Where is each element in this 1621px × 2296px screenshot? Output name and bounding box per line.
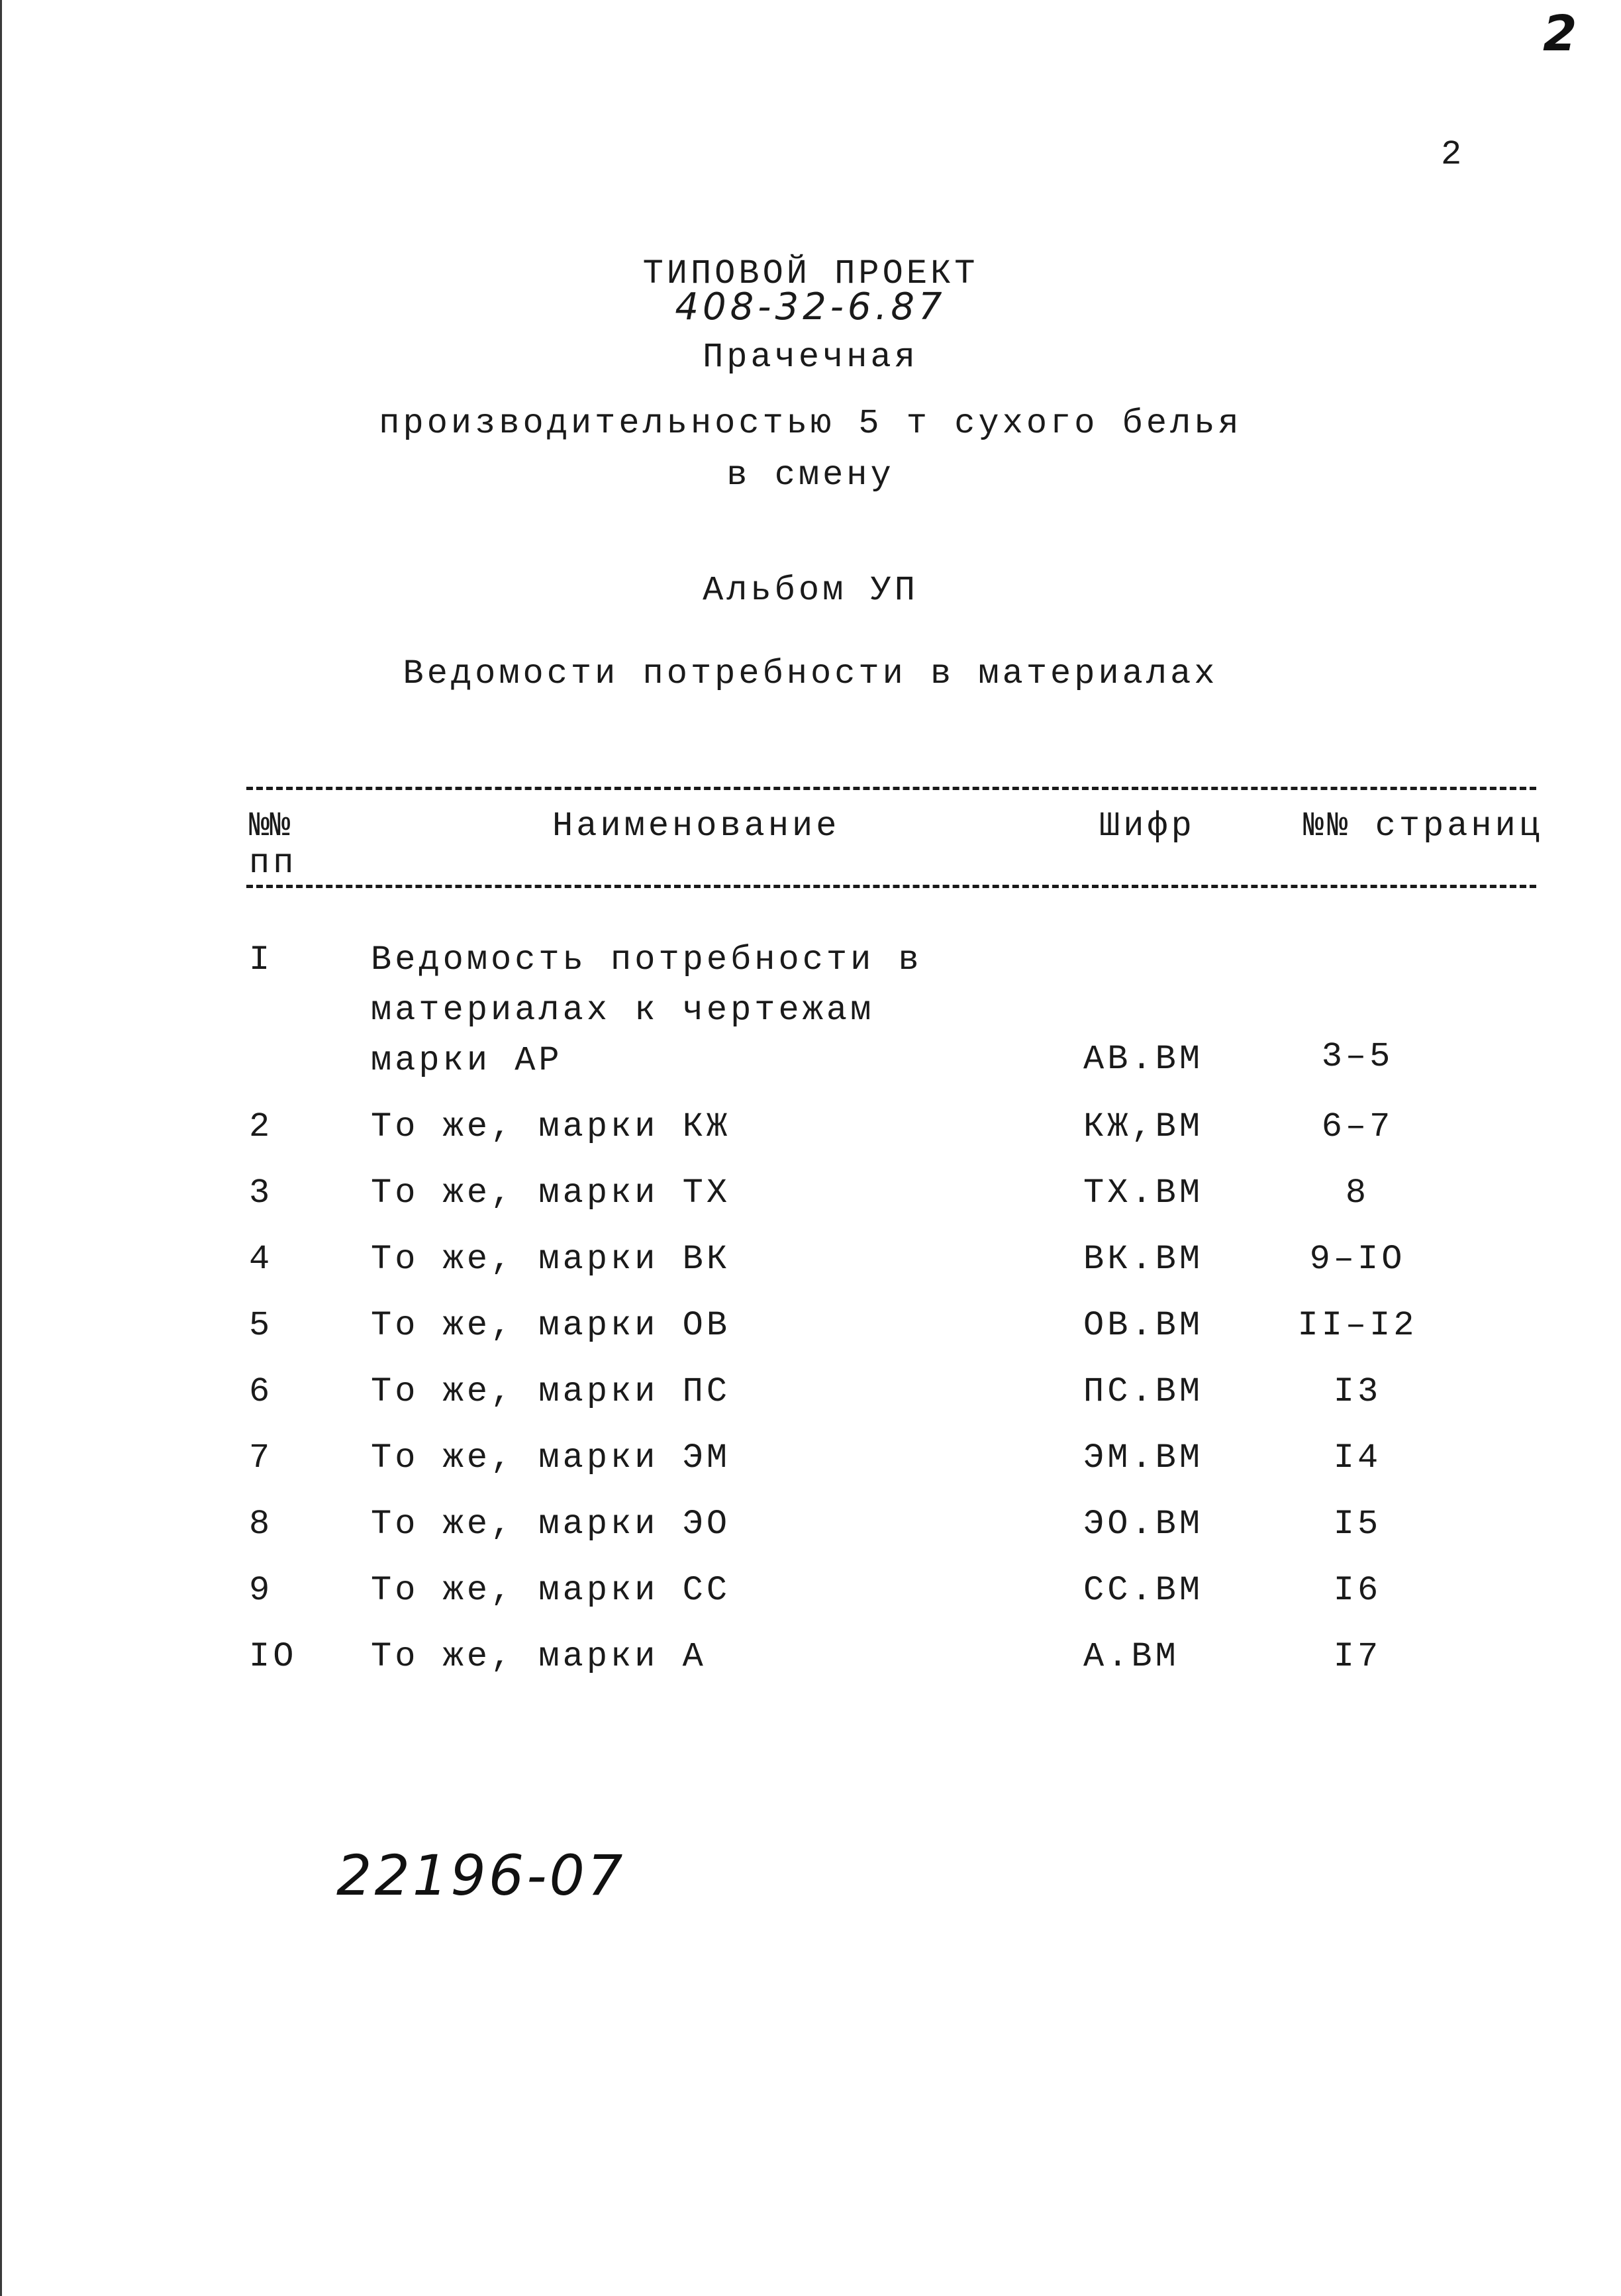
column-header-name: Наименование	[552, 807, 840, 846]
capacity-line-1: производительностью 5 т сухого белья	[379, 404, 1242, 443]
row-code: А.ВМ	[1083, 1637, 1179, 1676]
row-code: ВК.ВМ	[1083, 1240, 1204, 1279]
row-pages: I5	[1333, 1505, 1382, 1544]
project-number: 408-32-6.87	[675, 285, 946, 328]
table-row	[0, 1573, 1621, 1626]
column-header-num: №№	[249, 807, 291, 846]
row-pages: I4	[1333, 1438, 1382, 1477]
row-name: То же, марки КЖ	[371, 1107, 731, 1146]
table-header-rule	[246, 885, 1536, 888]
row-pages: II–I2	[1297, 1306, 1418, 1345]
table-row	[0, 1438, 1621, 1494]
row-code: КЖ,ВМ	[1083, 1107, 1204, 1146]
row-number: 4	[249, 1240, 273, 1279]
row-pages: I6	[1333, 1571, 1382, 1610]
row-number: I	[249, 940, 273, 979]
row-pages: I3	[1333, 1372, 1382, 1411]
row-number: 6	[249, 1372, 273, 1411]
row-pages: 3–5	[1321, 1037, 1394, 1076]
table-row	[0, 1637, 1621, 1693]
row-name-line-1: Ведомость потребности в	[371, 940, 922, 979]
object-name: Прачечная	[703, 338, 918, 377]
column-header-num-sub: пп	[249, 844, 297, 883]
row-code: ТХ.ВМ	[1083, 1173, 1204, 1213]
row-code: АВ.ВМ	[1083, 1040, 1204, 1079]
row-pages: 9–IO	[1309, 1240, 1406, 1279]
row-name: То же, марки ЭМ	[371, 1438, 731, 1477]
row-name-line-3: марки АР	[371, 1041, 563, 1080]
sheet-mark: 2	[1543, 5, 1577, 62]
row-pages: I7	[1333, 1637, 1382, 1676]
row-code: ОВ.ВМ	[1083, 1306, 1204, 1345]
column-header-code: Шифр	[1099, 807, 1195, 846]
row-name: То же, марки ТХ	[371, 1173, 731, 1213]
table-row	[0, 1173, 1621, 1229]
album-label: Альбом УП	[703, 571, 918, 610]
row-code: ЭМ.ВМ	[1083, 1438, 1204, 1477]
row-name: То же, марки ОВ	[371, 1306, 731, 1345]
row-number: IO	[249, 1637, 297, 1676]
row-number: 9	[249, 1571, 273, 1610]
table-row	[0, 1242, 1621, 1295]
document-subtitle: Ведомости потребности в материалах	[403, 654, 1218, 693]
row-name: То же, марки СС	[371, 1571, 731, 1610]
row-name: То же, марки ВК	[371, 1240, 731, 1279]
row-number: 7	[249, 1438, 273, 1477]
row-number: 3	[249, 1173, 273, 1213]
document-title: ТИПОВОЙ ПРОЕКТ	[642, 254, 979, 293]
capacity-line-2: в смену	[726, 456, 895, 495]
table-row	[0, 1507, 1621, 1560]
row-number: 2	[249, 1107, 273, 1146]
inventory-number: 22196-07	[336, 1843, 626, 1908]
row-name: То же, марки ЭО	[371, 1505, 731, 1544]
row-name-line-2: материалах к чертежам	[371, 991, 875, 1030]
row-name: То же, марки ПС	[371, 1372, 731, 1411]
row-pages: 6–7	[1321, 1107, 1394, 1146]
row-code: ЭО.ВМ	[1083, 1505, 1204, 1544]
table-row	[0, 1372, 1621, 1428]
row-number: 5	[249, 1306, 273, 1345]
row-code: СС.ВМ	[1083, 1571, 1204, 1610]
table-row	[0, 1306, 1621, 1362]
column-header-pages: №№ страниц	[1303, 807, 1544, 846]
row-code: ПС.ВМ	[1083, 1372, 1204, 1411]
table-row	[0, 940, 1621, 1095]
page-number: 2	[1441, 135, 1465, 174]
table-row	[0, 1107, 1621, 1163]
row-number: 8	[249, 1505, 273, 1544]
row-pages: 8	[1345, 1173, 1370, 1213]
row-name: То же, марки А	[371, 1637, 707, 1676]
table-top-rule	[246, 787, 1536, 790]
